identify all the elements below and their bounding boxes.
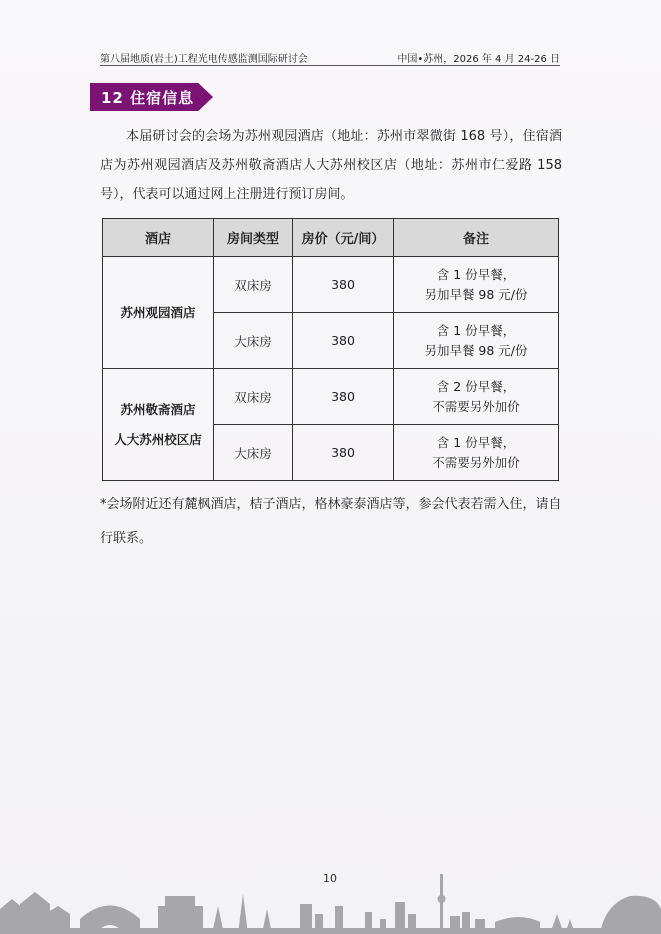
hotel-name-branch: 人大苏州校区店 (114, 431, 202, 447)
note-cell (394, 369, 559, 425)
header-notes: 备注 (394, 219, 559, 257)
note-line: 含 2 份早餐， (436, 378, 516, 394)
room-type-cell: 大床房 (214, 313, 293, 369)
running-header (100, 50, 560, 66)
room-type-cell: 大床房 (214, 425, 293, 481)
intro-paragraph (100, 122, 562, 209)
note-line: 含 1 份早餐， (436, 434, 516, 450)
note-cell (394, 257, 559, 313)
hotel-name-cell (103, 257, 214, 369)
room-type-cell: 双床房 (214, 369, 293, 425)
hotel-name: 苏州敬斋酒店 (120, 401, 196, 417)
page-number: 10 (323, 872, 337, 885)
price-cell: 380 (293, 425, 394, 481)
note-line: 含 1 份早餐， (436, 266, 516, 282)
conference-title: 第八届地质(岩土)工程光电传感监测国际研讨会 (100, 54, 308, 65)
header-hotel: 酒店 (103, 219, 214, 257)
note-line: 含 1 份早餐， (436, 322, 516, 338)
price-cell: 380 (293, 313, 394, 369)
section-banner (90, 83, 213, 111)
note-line: 不需要另外加价 (432, 398, 520, 414)
note-line: 不需要另外加价 (432, 454, 520, 470)
note-cell (394, 313, 559, 369)
city-skyline-icon (0, 864, 661, 934)
room-type-cell: 双床房 (214, 257, 293, 313)
note-cell (394, 425, 559, 481)
header-price: 房价（元/间） (293, 219, 394, 257)
footnote: *会场附近还有麓枫酒店，桔子酒店，格林豪泰酒店等，参会代表若需入住，请自行联系。 (100, 497, 562, 546)
section-title: 12 住宿信息 (101, 89, 195, 107)
price-cell: 380 (293, 369, 394, 425)
intro-text: 本届研讨会的会场为苏州观园酒店（地址：苏州市翠微街 168 号），住宿酒店为苏州观园酒店及苏州敬斋酒店人大苏州校区店（地址：苏州市仁爱路 158 号），代表可以通过网上注册进行预订房间。 (100, 129, 562, 202)
table-row (103, 369, 559, 425)
table-header-row (103, 219, 559, 257)
table-row (103, 257, 559, 313)
note-line: 另加早餐 98 元/份 (424, 286, 528, 302)
note-line: 另加早餐 98 元/份 (424, 342, 528, 358)
conference-date-location: 中国•苏州，2026 年 4 月 24-26 日 (397, 54, 560, 65)
header-room-type: 房间类型 (214, 219, 293, 257)
price-cell: 380 (293, 257, 394, 313)
accommodation-table (102, 218, 559, 481)
hotel-name: 苏州观园酒店 (120, 304, 196, 320)
hotel-name-cell (103, 369, 214, 481)
